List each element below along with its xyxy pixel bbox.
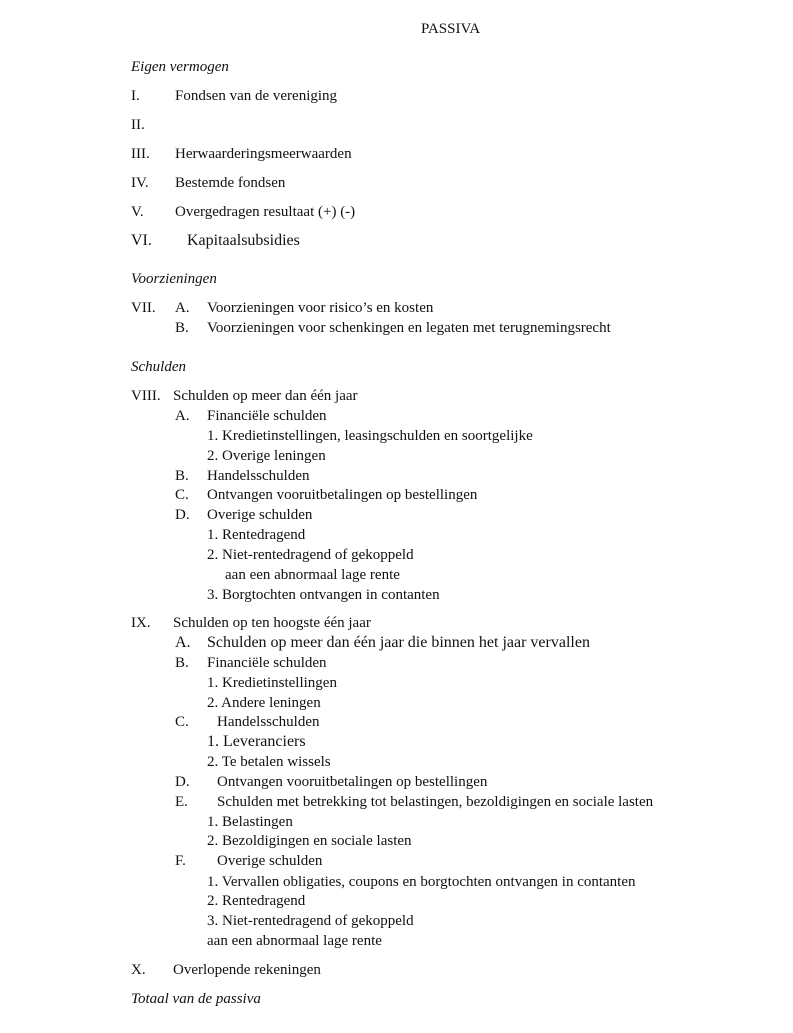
section-heading-eigen-vermogen: Eigen vermogen	[131, 59, 229, 75]
section-heading-voorzieningen: Voorzieningen	[131, 271, 217, 287]
item-letter: D.	[175, 507, 190, 523]
item-label: Schulden op meer dan één jaar die binnen het jaar vervallen	[207, 634, 590, 651]
item-label: Ontvangen vooruitbetalingen op bestellingen	[217, 774, 488, 790]
sub-item: 3. Niet-rentedragend of gekoppeld	[207, 913, 414, 929]
sub-item: 2. Overige leningen	[207, 448, 326, 464]
item-label: Overige schulden	[217, 853, 323, 869]
item-letter: C.	[175, 714, 189, 730]
item-letter: A.	[175, 300, 190, 316]
sub-item: 2. Niet-rentedragend of gekoppeld	[207, 547, 414, 563]
item-letter: B.	[175, 468, 189, 484]
item-label: Fondsen van de vereniging	[175, 88, 338, 104]
item-label: Overgedragen resultaat (+) (-)	[175, 204, 356, 220]
sub-item: 2. Bezoldigingen en sociale lasten	[207, 833, 412, 849]
sub-item: 1. Vervallen obligaties, coupons en borgtochten ontvangen in contanten	[207, 874, 636, 890]
item-label: Ontvangen vooruitbetalingen op bestellingen	[207, 487, 478, 503]
sub-item: 2. Andere leningen	[207, 695, 321, 711]
item-number: II.	[131, 117, 145, 133]
sub-item: 2. Te betalen wissels	[207, 754, 331, 770]
item-label: Kapitaalsubsidies	[187, 232, 300, 249]
sub-item: 1. Kredietinstellingen	[207, 675, 337, 691]
item-label: Schulden met betrekking tot belastingen, bezoldigingen en sociale lasten	[217, 794, 654, 810]
item-letter: B.	[175, 655, 189, 671]
item-number: VIII.	[131, 388, 161, 404]
item-label: Herwaarderingsmeerwaarden	[175, 146, 352, 162]
item-number: VII.	[131, 300, 156, 316]
item-letter: B.	[175, 320, 189, 336]
item-letter: E.	[175, 794, 188, 810]
item-number: IV.	[131, 175, 149, 191]
item-letter: A.	[175, 634, 191, 651]
sub-item-continuation: aan een abnormaal lage rente	[207, 933, 382, 949]
item-letter: D.	[175, 774, 190, 790]
item-number: V.	[131, 204, 144, 220]
item-label: Voorzieningen voor schenkingen en legaten met terugnemingsrecht	[207, 320, 611, 336]
sub-item: 1. Leveranciers	[207, 733, 306, 750]
sub-item: 1. Belastingen	[207, 814, 293, 830]
item-label: Bestemde fondsen	[175, 175, 286, 191]
item-label: Overlopende rekeningen	[173, 962, 321, 978]
item-label: Financiële schulden	[207, 655, 327, 671]
sub-item: 1. Rentedragend	[207, 527, 306, 543]
item-letter: C.	[175, 487, 189, 503]
item-number: IX.	[131, 615, 151, 631]
item-letter: A.	[175, 408, 190, 424]
item-label: Voorzieningen voor risico’s en kosten	[207, 300, 434, 316]
item-number: VI.	[131, 232, 152, 249]
item-number: III.	[131, 146, 150, 162]
item-number: I.	[131, 88, 140, 104]
section-heading-schulden: Schulden	[131, 359, 186, 375]
sub-item-continuation: aan een abnormaal lage rente	[225, 567, 400, 583]
sub-item: 3. Borgtochten ontvangen in contanten	[207, 587, 440, 603]
item-number: X.	[131, 962, 146, 978]
sub-item: 1. Kredietinstellingen, leasingschulden en soortgelijke	[207, 428, 533, 444]
item-label: Schulden op meer dan één jaar	[173, 388, 358, 404]
sub-item: 2. Rentedragend	[207, 893, 306, 909]
item-label: Schulden op ten hoogste één jaar	[173, 615, 371, 631]
total-heading: Totaal van de passiva	[131, 991, 261, 1007]
item-label: Handelsschulden	[207, 468, 310, 484]
item-label: Overige schulden	[207, 507, 313, 523]
item-label: Handelsschulden	[217, 714, 320, 730]
item-letter: F.	[175, 853, 186, 869]
page-title: PASSIVA	[421, 21, 481, 37]
item-label: Financiële schulden	[207, 408, 327, 424]
